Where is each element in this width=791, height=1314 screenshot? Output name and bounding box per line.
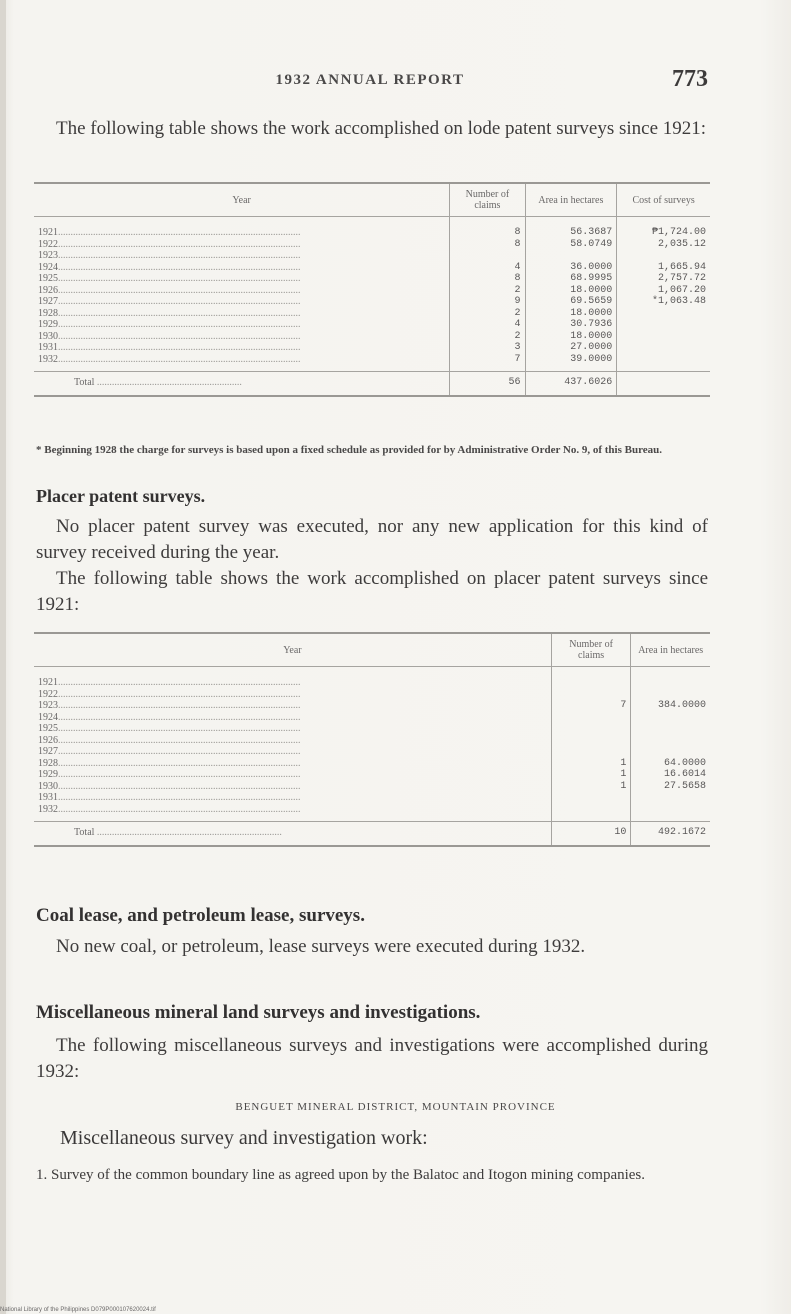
table-cell: 56.3687 <box>570 227 613 238</box>
cost-column <box>617 217 710 372</box>
col-area-header: Area in hectares <box>525 183 617 217</box>
table-cell <box>635 723 706 735</box>
table-cell: 1930................................................................................................. <box>38 330 301 342</box>
table-cell <box>635 677 706 689</box>
page-edge <box>0 0 6 1314</box>
coal-heading: Coal lease, and petroleum lease, surveys. <box>36 905 365 926</box>
total-cost <box>617 372 710 396</box>
table-cell: 1926................................................................................................. <box>38 734 301 746</box>
table-cell <box>621 250 706 262</box>
table-cell <box>635 735 706 747</box>
misc-heading: Miscellaneous mineral land surveys and investigations. <box>36 1002 481 1023</box>
table-cell: 8 <box>514 227 521 238</box>
table-cell: 64.0000 <box>663 757 706 769</box>
table-cell <box>454 250 520 262</box>
coal-para-text: No new coal, or petroleum, lease surveys were executed during 1932. <box>56 936 586 957</box>
table-cell <box>621 308 706 320</box>
table-footnote: * Beginning 1928 the charge for surveys is based upon a fixed schedule as provided for by Administrative Order No. 9, of this Bureau. <box>36 444 663 456</box>
table-cell: 1929................................................................................................. <box>38 769 301 780</box>
table-cell: 1927................................................................................................. <box>38 296 301 307</box>
total-claims: 10 <box>551 822 631 846</box>
total-area: 437.6026 <box>525 372 617 396</box>
misc-paragraph <box>36 1033 708 1085</box>
table-cell: 2,757.72 <box>657 273 706 284</box>
table-cell: 1927................................................................................................. <box>38 746 301 757</box>
table-cell: 4 <box>514 261 521 273</box>
table-cell <box>556 735 627 747</box>
table-cell: 2 <box>514 330 521 342</box>
lode-surveys-table <box>34 182 710 397</box>
table-cell <box>556 677 627 689</box>
running-header <box>30 68 710 98</box>
table-cell: 2 <box>514 284 521 296</box>
table-cell: 1923................................................................................................. <box>38 250 301 261</box>
scan-identifier: National Library of the Philippines D079P000107620024.tif <box>0 1307 156 1313</box>
total-label: Total .......................................................... <box>34 372 450 396</box>
table-cell: 8 <box>514 273 521 284</box>
table-cell: 1931................................................................................................. <box>38 792 301 803</box>
placer-surveys-table <box>34 632 710 847</box>
placer-heading: Placer patent surveys. <box>36 486 206 506</box>
table-cell: 1928................................................................................................. <box>38 307 301 319</box>
table-cell: 1926................................................................................................. <box>38 284 301 296</box>
table-cell <box>621 342 706 354</box>
table-cell: 1929................................................................................................. <box>38 319 301 330</box>
page-number: 773 <box>672 66 708 92</box>
table-cell: 1 <box>620 757 627 769</box>
table-cell: 1923................................................................................................. <box>38 700 301 711</box>
table-cell: 1921................................................................................................. <box>38 227 301 238</box>
table-cell: 1921................................................................................................. <box>38 677 301 688</box>
table-cell: 69.5659 <box>570 296 613 307</box>
table-cell: 27.5658 <box>663 780 706 792</box>
table-cell <box>556 689 627 701</box>
intro-lode-text: The following table shows the work accomplished on lode patent surveys since 1921: <box>56 118 707 139</box>
table-total-row <box>34 822 710 846</box>
table-cell: 1,067.20 <box>657 284 706 296</box>
table-cell: 27.0000 <box>570 342 613 353</box>
table-header-row <box>34 633 710 667</box>
table-cell: 18.0000 <box>570 330 613 342</box>
table-cell <box>530 250 613 262</box>
district-heading: BENGUET MINERAL DISTRICT, MOUNTAIN PROVINCE <box>235 1101 556 1113</box>
table-cell: 1924................................................................................................. <box>38 261 301 273</box>
table-total-row <box>34 372 710 396</box>
table-cell: 1925................................................................................................. <box>38 273 301 284</box>
table-cell: 18.0000 <box>570 284 613 296</box>
col-year-header: Year <box>34 183 450 217</box>
col-claims-header: Number of claims <box>551 633 631 667</box>
table-cell: 1930................................................................................................. <box>38 780 301 792</box>
table-cell: 1932................................................................................................. <box>38 803 301 815</box>
total-claims: 56 <box>450 372 525 396</box>
table-cell: *1,063.48 <box>651 296 706 307</box>
table-cell <box>635 804 706 816</box>
total-label: Total .......................................................................... <box>34 822 551 846</box>
table-cell: 1 <box>620 769 627 780</box>
table-cell <box>635 712 706 724</box>
table-cell <box>621 319 706 331</box>
table-cell: 30.7936 <box>570 319 613 330</box>
col-area-header: Area in hectares <box>631 633 710 667</box>
placer-paragraph-2 <box>36 566 708 618</box>
table-cell: 1932................................................................................................. <box>38 353 301 365</box>
claims-column <box>551 667 631 822</box>
col-claims-header: Number of claims <box>450 183 525 217</box>
table-cell: 1922................................................................................................. <box>38 688 301 700</box>
table-cell: 1928................................................................................................. <box>38 757 301 769</box>
year-column <box>34 217 450 372</box>
table-cell: 1924................................................................................................. <box>38 711 301 723</box>
table-cell: 1925................................................................................................. <box>38 723 301 734</box>
table-cell <box>621 354 706 366</box>
table-header-row <box>34 183 710 217</box>
table-body-row <box>34 667 710 822</box>
col-year-header: Year <box>34 633 551 667</box>
table-cell: 1,665.94 <box>657 261 706 273</box>
table-cell <box>556 804 627 816</box>
table-cell: 9 <box>514 296 521 307</box>
table-cell: 18.0000 <box>570 307 613 319</box>
table-cell: 2 <box>514 307 521 319</box>
list-item: 1. Survey of the common boundary line as agreed upon by the Balatoc and Itogon mining companies. <box>36 1167 646 1183</box>
col-cost-header: Cost of surveys <box>617 183 710 217</box>
table-cell: 8 <box>514 238 521 250</box>
placer-paragraph-1 <box>36 514 708 566</box>
table-cell: 3 <box>514 342 521 353</box>
misc-work-subheading: Miscellaneous survey and investigation work: <box>60 1127 428 1149</box>
table-cell: 58.0749 <box>570 238 613 250</box>
table-cell: 7 <box>514 353 521 365</box>
table-cell: 36.0000 <box>570 261 613 273</box>
table-cell <box>635 689 706 701</box>
table-cell: 1922................................................................................................. <box>38 238 301 250</box>
table-cell <box>635 792 706 804</box>
year-column <box>34 667 551 822</box>
table-cell: 384.0000 <box>657 700 706 711</box>
table-cell: ₱1,724.00 <box>651 227 706 238</box>
table-cell <box>621 331 706 343</box>
table-cell: 4 <box>514 319 521 330</box>
table-cell: 2,035.12 <box>657 238 706 250</box>
table-cell: 1931................................................................................................. <box>38 342 301 353</box>
table-cell: 39.0000 <box>570 353 613 365</box>
area-column <box>631 667 710 822</box>
placer-para1-text: No placer patent survey was executed, nor any new application for this kind of survey received during the year. <box>36 516 708 563</box>
table-cell: 68.9995 <box>570 273 613 284</box>
total-area: 492.1672 <box>631 822 710 846</box>
table-cell <box>635 746 706 758</box>
table-cell <box>556 723 627 735</box>
placer-para2-text: The following table shows the work accomplished on placer patent surveys since 1921: <box>36 568 708 615</box>
table-cell: 1 <box>620 780 627 792</box>
coal-paragraph <box>36 934 708 960</box>
table-cell <box>556 792 627 804</box>
area-column <box>525 217 617 372</box>
intro-lode-paragraph <box>36 116 708 142</box>
table-cell: 7 <box>620 700 627 711</box>
misc-para-text: The following miscellaneous surveys and investigations were accomplished during 1932: <box>36 1035 708 1082</box>
claims-column <box>450 217 525 372</box>
table-cell: 16.6014 <box>663 769 706 780</box>
table-cell <box>556 746 627 758</box>
table-cell <box>556 712 627 724</box>
table-body-row <box>34 217 710 372</box>
report-title: 1932 ANNUAL REPORT <box>275 72 465 88</box>
